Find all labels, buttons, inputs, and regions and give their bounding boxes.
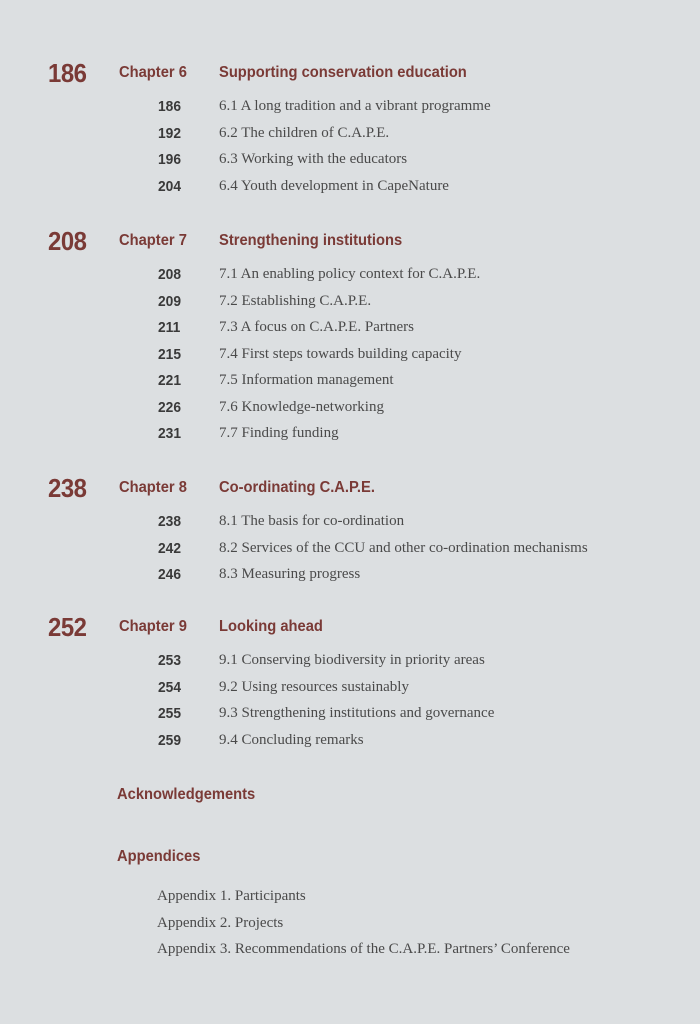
chapter-6: [0, 58, 700, 204]
section-entry: [0, 293, 700, 320]
section-title: 7.1 An enabling policy context for C.A.P.E.: [219, 266, 481, 282]
chapter-9: [0, 612, 700, 758]
section-title: 8.3 Measuring progress: [219, 566, 361, 582]
section-page-number: 192: [158, 124, 182, 142]
section-entry: [0, 540, 700, 567]
section-entry: [0, 705, 700, 732]
section-page-number: 253: [158, 652, 182, 669]
section-page-number: 231: [158, 425, 182, 442]
section-list: [0, 652, 700, 758]
section-page-number: 255: [158, 705, 182, 722]
section-entry: [0, 346, 700, 373]
chapter-8: [0, 473, 700, 593]
section-page-number: 215: [158, 345, 182, 363]
section-title: 6.4 Youth development in CapeNature: [219, 177, 449, 194]
appendix-item: Appendix 1. Participants: [157, 888, 306, 904]
section-title: 6.3 Working with the educators: [219, 151, 408, 167]
section-entry: [0, 679, 700, 706]
section-entry: [0, 513, 700, 540]
chapter-page-number: 252: [48, 612, 87, 642]
section-entry: [0, 566, 700, 593]
section-entry: [0, 319, 700, 346]
section-title: 6.2 The children of C.A.P.E.: [219, 124, 390, 141]
chapter-page-number: 186: [48, 58, 87, 88]
section-page-number: 246: [158, 566, 182, 583]
section-title: 8.2 Services of the CCU and other co-ordination mechanisms: [219, 539, 588, 556]
acknowledgements-heading: Acknowledgements: [117, 786, 256, 803]
section-page-number: 209: [158, 292, 182, 310]
section-entry: [0, 125, 700, 152]
section-title: 9.2 Using resources sustainably: [219, 678, 409, 695]
chapter-title: Looking ahead: [219, 618, 323, 635]
section-page-number: 242: [158, 539, 182, 557]
section-list: [0, 266, 700, 452]
section-page-number: 259: [158, 731, 182, 749]
section-title: 9.3 Strengthening institutions and governance: [219, 705, 495, 721]
section-page-number: 254: [158, 678, 182, 696]
section-page-number: 221: [158, 372, 182, 389]
section-title: 7.5 Information management: [219, 372, 394, 388]
chapter-title: Supporting conservation education: [219, 64, 467, 81]
section-entry: [0, 399, 700, 426]
section-title: 7.3 A focus on C.A.P.E. Partners: [219, 319, 414, 335]
section-title: 8.1 The basis for co-ordination: [219, 513, 405, 529]
section-title: 9.1 Conserving biodiversity in priority areas: [219, 652, 485, 668]
section-entry: [0, 266, 700, 293]
section-page-number: 226: [158, 398, 182, 416]
chapter-page-number: 208: [48, 226, 87, 256]
section-title: 7.2 Establishing C.A.P.E.: [219, 292, 372, 309]
chapter-title: Co-ordinating C.A.P.E.: [219, 479, 375, 496]
chapter-label: Chapter 8: [119, 479, 187, 496]
chapter-7: [0, 226, 700, 452]
appendices-heading: Appendices: [117, 848, 201, 865]
section-title: 7.7 Finding funding: [219, 425, 339, 441]
section-entry: [0, 151, 700, 178]
section-title: 9.4 Concluding remarks: [219, 731, 364, 748]
section-page-number: 238: [158, 513, 182, 530]
section-title: 6.1 A long tradition and a vibrant programme: [219, 98, 491, 114]
section-list: [0, 98, 700, 204]
section-entry: [0, 98, 700, 125]
section-page-number: 211: [158, 319, 181, 336]
section-page-number: 208: [158, 266, 182, 283]
section-entry: [0, 178, 700, 205]
section-title: 7.6 Knowledge-networking: [219, 398, 384, 415]
appendix-item: Appendix 3. Recommendations of the C.A.P.E. Partners’ Conference: [157, 941, 570, 957]
section-title: 7.4 First steps towards building capacity: [219, 345, 462, 362]
chapter-label: Chapter 6: [119, 64, 187, 81]
section-entry: [0, 425, 700, 452]
section-entry: [0, 372, 700, 399]
chapter-page-number: 238: [48, 473, 87, 503]
section-page-number: 204: [158, 177, 182, 195]
chapter-title: Strengthening institutions: [219, 232, 403, 249]
section-entry: [0, 652, 700, 679]
chapter-label: Chapter 9: [119, 618, 187, 635]
section-list: [0, 513, 700, 593]
appendix-list: [157, 888, 570, 968]
section-page-number: 186: [158, 98, 182, 115]
section-page-number: 196: [158, 151, 182, 168]
section-entry: [0, 732, 700, 759]
chapter-label: Chapter 7: [119, 232, 187, 249]
appendix-item: Appendix 2. Projects: [157, 914, 284, 931]
